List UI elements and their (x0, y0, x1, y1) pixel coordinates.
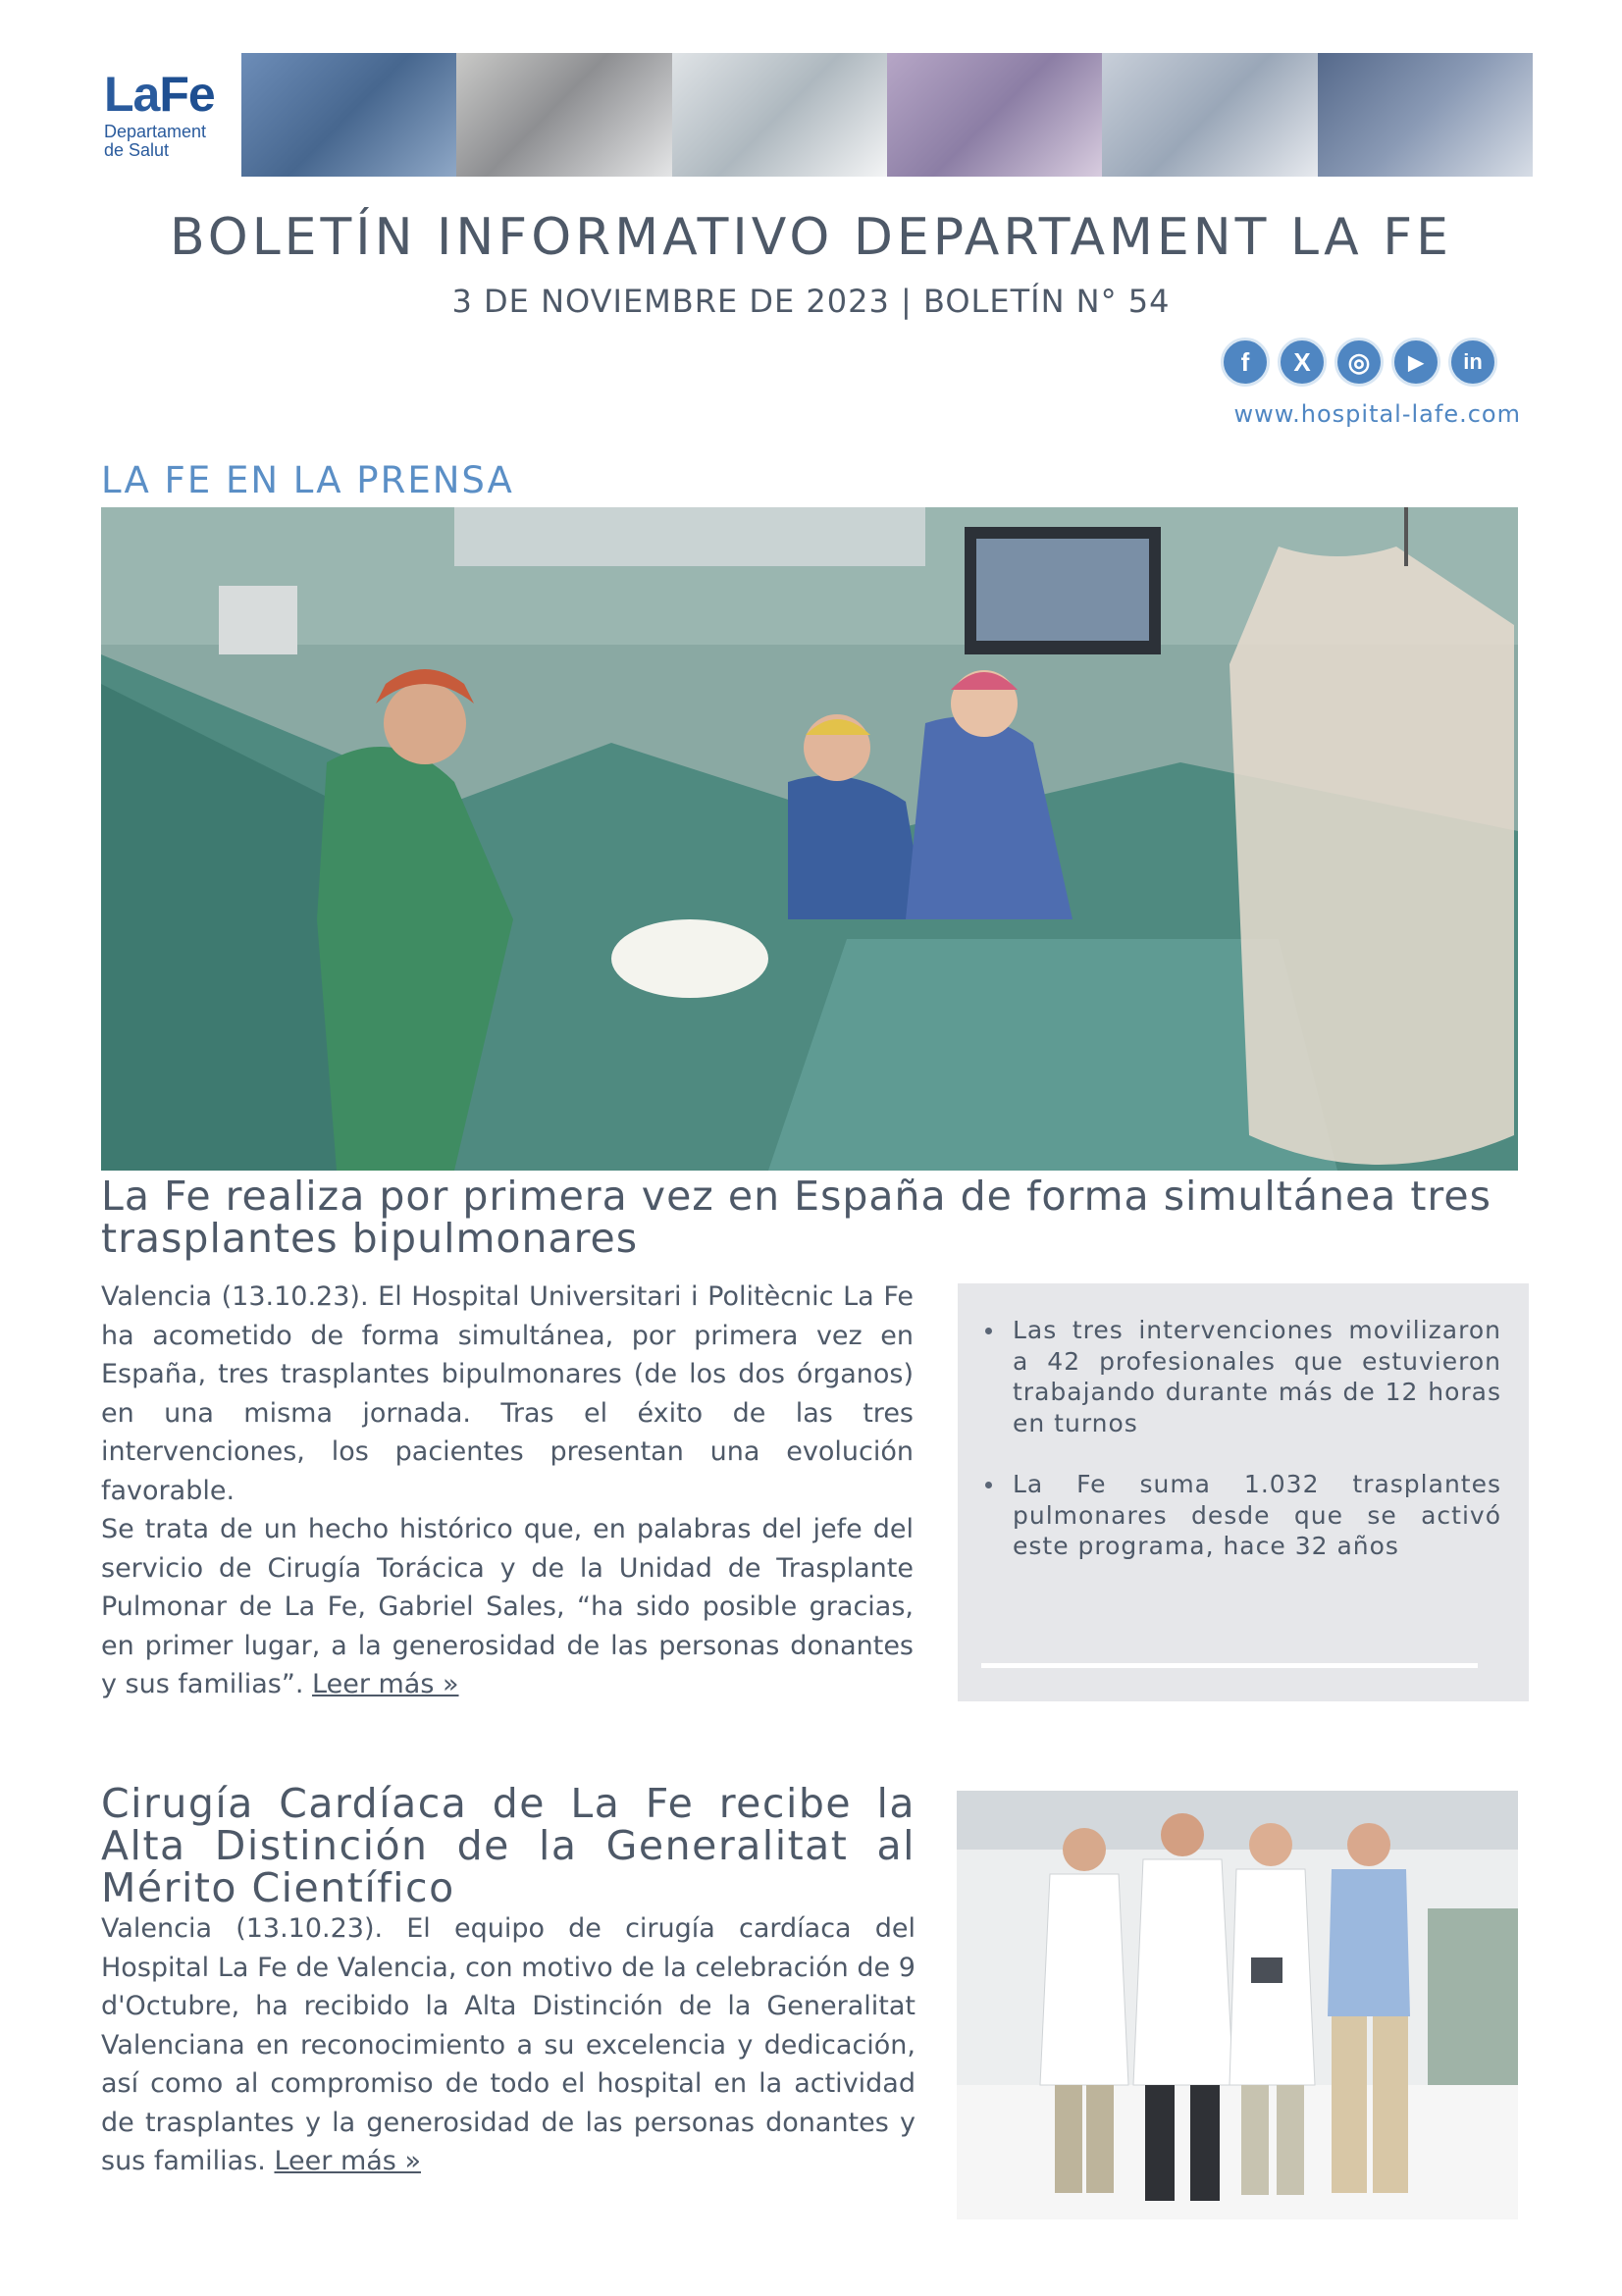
website-link[interactable]: www.hospital-lafe.com (1233, 400, 1521, 428)
article1-paragraph-1: Valencia (13.10.23). El Hospital Universitari i Politècnic La Fe ha acometido de forma simultánea, por primera vez en España, tres trasplantes bipulmonares (de los dos órganos) en una misma jornada. Tras el éxito de las tres intervenciones, los pacientes presentan una evolución favorable. (101, 1281, 914, 1506)
social-links (1221, 338, 1497, 387)
article2-body (101, 1909, 916, 2181)
banner-lab-photo (1318, 53, 1533, 177)
article1-read-more-link[interactable]: Leer más » (312, 1669, 459, 1699)
youtube-icon[interactable]: ▶ (1391, 338, 1440, 387)
banner-building-photo (672, 53, 887, 177)
newsletter-date-issue: 3 DE NOVIEMBRE DE 2023 | BOLETÍN N° 54 (451, 283, 1171, 320)
header-banner-image (241, 53, 1533, 177)
cardiac-team-photo (957, 1791, 1518, 2219)
article2-paragraph: Valencia (13.10.23). El equipo de cirugía cardíaca del Hospital La Fe de Valencia, con motivo de la celebración de 9 d'Octubre, ha recibido la Alta Distinción de la Generalitat Valenciana en reconocimiento a su excelencia y dedicación, así como al compromiso de todo el hospital en la actividad de trasplantes y la generosidad de las personas donantes y sus familias. (101, 1913, 916, 2176)
newsletter-title: BOLETÍN INFORMATIVO DEPARTAMENT LA FE (170, 208, 1452, 267)
surgery-photo (101, 507, 1518, 1171)
department-logo (80, 53, 237, 177)
cardiac-team-photo-illustration (957, 1791, 1518, 2219)
article1-highlights-box (958, 1283, 1529, 1701)
surgery-photo-illustration (101, 507, 1518, 1171)
logo-fe: Fe (159, 67, 215, 123)
banner-nurse-photo (887, 53, 1102, 177)
article2-read-more-link[interactable]: Leer más » (274, 2146, 421, 2176)
highlights-divider (981, 1663, 1478, 1668)
logo-la: La (104, 67, 160, 123)
section-title: LA FE EN LA PRENSA (101, 459, 514, 501)
x-twitter-icon[interactable]: X (1278, 338, 1327, 387)
article1-body (101, 1278, 914, 1704)
highlight-bullet: Las tres intervenciones movilizaron a 42 profesionales que estuvieron trabajando durante más de 12 horas en turnos (1013, 1316, 1501, 1437)
article2-headline[interactable]: Cirugía Cardíaca de La Fe recibe la Alta Distinción de la Generalitat al Mérito Científico (101, 1780, 916, 1911)
article1-paragraph-2: Se trata de un hecho histórico que, en palabras del jefe del servicio de Cirugía Torácica y de la Unidad de Trasplante Pulmonar de La Fe, Gabriel Sales, “ha sido posible gracias, en primer lugar, a la generosidad de las personas donantes y sus familias”. (101, 1514, 914, 1699)
article1-headline[interactable]: La Fe realiza por primera vez en España de forma simultánea tres trasplantes bipulmonares (101, 1173, 1491, 1262)
banner-hospital-photo (1102, 53, 1317, 177)
linkedin-icon[interactable]: in (1448, 338, 1497, 387)
instagram-icon[interactable]: ◎ (1334, 338, 1384, 387)
facebook-icon[interactable]: f (1221, 338, 1270, 387)
logo-sub-line1: Departament (104, 122, 207, 142)
highlight-bullet: La Fe suma 1.032 trasplantes pulmonares desde que se activó este programa, hace 32 años (1013, 1470, 1501, 1560)
banner-surgeons-photo (241, 53, 456, 177)
banner-laptop-photo (456, 53, 671, 177)
logo-sub-line2: de Salut (104, 140, 170, 160)
